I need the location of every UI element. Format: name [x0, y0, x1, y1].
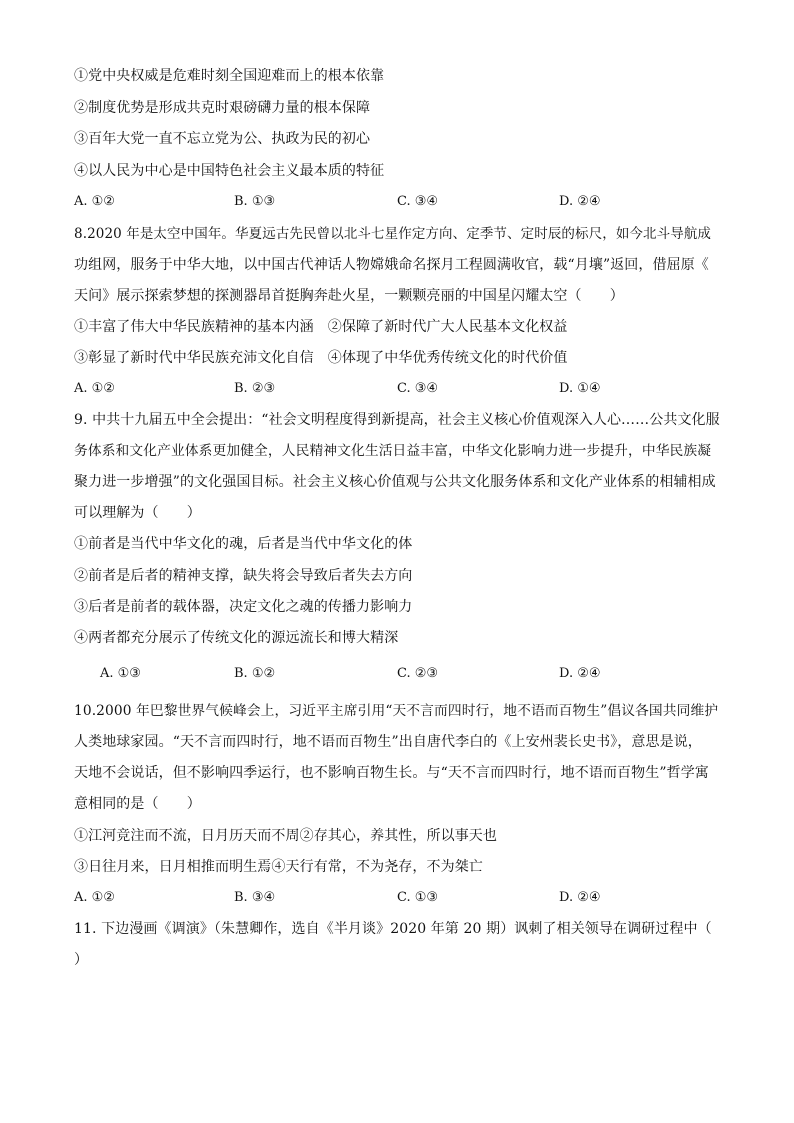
q7-option-a: A. ①②	[74, 194, 115, 209]
q9-stem-line-2: 务体系和文化产业体系更加健全，人民精神文化生活日益丰富，中华文化影响力进一步提升，中华民族凝	[74, 443, 712, 459]
q9-option-c: C. ②③	[397, 666, 439, 681]
q10-options	[74, 889, 714, 907]
q11-stem-line-2: ）	[74, 952, 89, 968]
q8-stem-line-1: 8.2020 年是太空中国年。华夏远古先民曾以北斗七星作定方向、定季节、定时辰的标尺，如今北斗导航成	[74, 226, 712, 242]
q8-options	[74, 380, 714, 398]
q9-option-d: D. ②④	[559, 666, 601, 681]
q9-option-b: B. ①②	[234, 666, 276, 681]
q8-option-d: D. ①④	[559, 381, 601, 396]
q9-stem-line-4: 可以理解为（ ）	[74, 505, 201, 521]
q9-option-a: A. ①③	[100, 666, 141, 681]
q7-statement-2: ②制度优势是形成共克时艰磅礴力量的根本保障	[74, 100, 371, 116]
q10-stem-line-4: 意相同的是（ ）	[74, 796, 201, 812]
q9-statement-4: ④两者都充分展示了传统文化的源远流长和博大精深	[74, 630, 399, 646]
q9-statement-3: ③后者是前者的载体器，决定文化之魂的传播力影响力	[74, 599, 413, 615]
q10-stem-line-3: 天地不会说话，但不影响四季运行，也不影响百物生长。与“天不言而四时行，地不语而百物生”哲学寓	[74, 765, 709, 781]
q8-statement-line-1: ①丰富了伟大中华民族精神的基本内涵 ②保障了新时代广大人民基本文化权益	[74, 319, 568, 335]
q8-statement-line-2: ③彰显了新时代中华民族充沛文化自信 ④体现了中华优秀传统文化的时代价值	[74, 350, 568, 366]
q10-option-d: D. ②④	[559, 890, 601, 905]
q10-statement-line-2: ③日往月来，日月相推而明生焉④天行有常，不为尧存，不为桀亡	[74, 859, 483, 875]
q9-statement-2: ②前者是后者的精神支撑，缺失将会导致后者失去方向	[74, 568, 413, 584]
q10-option-b: B. ③④	[234, 890, 276, 905]
q8-option-b: B. ②③	[234, 381, 276, 396]
q7-option-b: B. ①③	[234, 194, 276, 209]
q9-stem-line-3: 聚力进一步增强”的文化强国目标。社会主义核心价值观与公共文化服务体系和文化产业体系的相辅相成	[74, 474, 716, 490]
q10-stem-line-1: 10.2000 年巴黎世界气候峰会上，习近平主席引用“天不言而四时行，地不语而百物生”倡议各国共同维护	[74, 703, 719, 719]
q10-stem-line-2: 人类地球家园。“天不言而四时行，地不语而百物生”出自唐代李白的《上安州裴长史书》，意思是说，	[74, 734, 702, 750]
q9-stem-line-1: 9. 中共十九届五中全会提出：“社会文明程度得到新提高，社会主义核心价值观深入人心……公共文化服	[74, 412, 720, 428]
q11-stem-line-1: 11. 下边漫画《调演》（朱慧卿作，选自《半月谈》2020 年第 20 期）讽刺了相关领导在调研过程中（	[74, 921, 712, 937]
q8-option-a: A. ①②	[74, 381, 115, 396]
q9-options	[74, 665, 714, 683]
q10-option-a: A. ①②	[74, 890, 115, 905]
q7-statement-4: ④以人民为中心是中国特色社会主义最本质的特征	[74, 163, 385, 179]
q10-option-c: C. ①③	[397, 890, 439, 905]
q7-options	[74, 193, 714, 211]
q8-stem-line-3: 天问》展示探索梦想的探测器昂首挺胸奔赴火星，一颗颗亮丽的中国星闪耀太空（ ）	[74, 288, 624, 304]
q7-option-d: D. ②④	[559, 194, 601, 209]
q7-option-c: C. ③④	[397, 194, 439, 209]
q7-statement-3: ③百年大党一直不忘立党为公、执政为民的初心	[74, 131, 371, 147]
q7-statement-1: ①党中央权威是危难时刻全国迎难而上的根本依靠	[74, 68, 385, 84]
q8-option-c: C. ③④	[397, 381, 439, 396]
q10-statement-line-1: ①江河竞注而不流，日月历天而不周②存其心，养其性，所以事天也	[74, 828, 497, 844]
q9-statement-1: ①前者是当代中华文化的魂，后者是当代中华文化的体	[74, 536, 413, 552]
q8-stem-line-2: 功组网，服务于中华大地，以中国古代神话人物嫦娥命名探月工程圆满收官，载“月壤”返回，借屈原《	[74, 257, 709, 273]
